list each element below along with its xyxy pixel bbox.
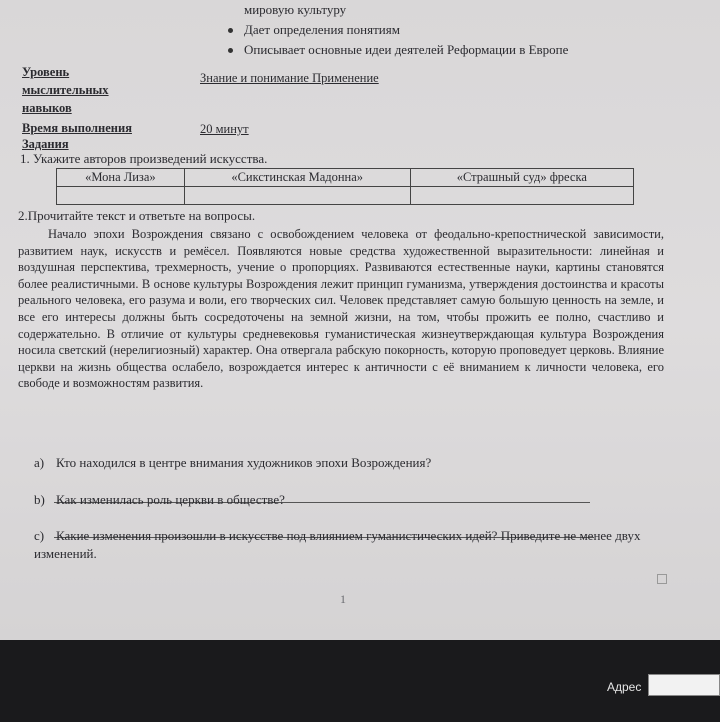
- thinking-level-values: Знание и понимание Применение: [200, 71, 379, 85]
- time-value: 20 минут: [200, 122, 249, 136]
- table-header: «Страшный суд» фреска: [410, 169, 633, 187]
- address-label: Адрес: [607, 680, 642, 694]
- question-c: c) Какие изменения произошли в искусстве под влиянием гуманистических идей? Приведите не менее двух изменений.: [34, 528, 641, 561]
- table-row: [57, 187, 634, 205]
- corner-marker: [657, 574, 667, 584]
- page-number: 1: [340, 592, 346, 606]
- task-1-heading: 1. Укажите авторов произведений искусства.: [20, 151, 268, 166]
- table-row: [57, 169, 634, 187]
- table-header: «Сикстинская Мадонна»: [184, 169, 410, 187]
- list-item: Описывает основные идеи деятелей Реформации в Европе: [222, 40, 568, 60]
- table-header: «Мона Лиза»: [57, 169, 185, 187]
- table-cell[interactable]: [184, 187, 410, 205]
- question-a: a) Кто находился в центре внимания художников эпохи Возрождения?: [34, 455, 432, 470]
- list-item: Дает определения понятиям: [222, 20, 568, 40]
- artworks-table: [56, 168, 634, 205]
- task-2-heading: 2.Прочитайте текст и ответьте на вопросы.: [18, 208, 256, 223]
- thinking-level-label: Уровень мыслительных навыков: [22, 65, 109, 115]
- address-input[interactable]: [648, 674, 720, 696]
- outcomes-list: [222, 0, 568, 60]
- question-b: b) Как изменилась роль церкви в обществе?: [34, 492, 285, 507]
- reading-text: Начало эпохи Возрождения связано с освобождением человека от феодально-крепостнической зависимости, развитием наук, искусств и ремёсел. Появляются новые средства художественной выразительности: линейная и воздушная перспектива, трехмерность, учение о пропорциях. Развиваются естественные науки, картины становятся более реалистичными. В основе культуры Возрождения лежит принцип гуманизма, утверждения достоинства и красоты реального человека, его разума и воли, его творческих сил. Человек представляет самую большую ценность на земле, и все его интересы должны быть сосредоточены на земной жизни, на том, чтобы прожить ее полно, счастливо и содержательно. В отличие от культуры средневековья гуманистическая жизнеутверждающая культура Возрождения носила светский (нерелигиозный) характер. Она отвергала рабскую покорность, которую проповедует церковь. Влияние церкви на жизнь общества ослабело, возрождается интерес к античности с её вниманием к личности человека, его свободе и возможностям развития.: [18, 227, 664, 391]
- table-cell[interactable]: [57, 187, 185, 205]
- table-cell[interactable]: [410, 187, 633, 205]
- time-label: Время выполнения Задания: [22, 121, 132, 151]
- list-item: мировую культуру: [244, 2, 347, 17]
